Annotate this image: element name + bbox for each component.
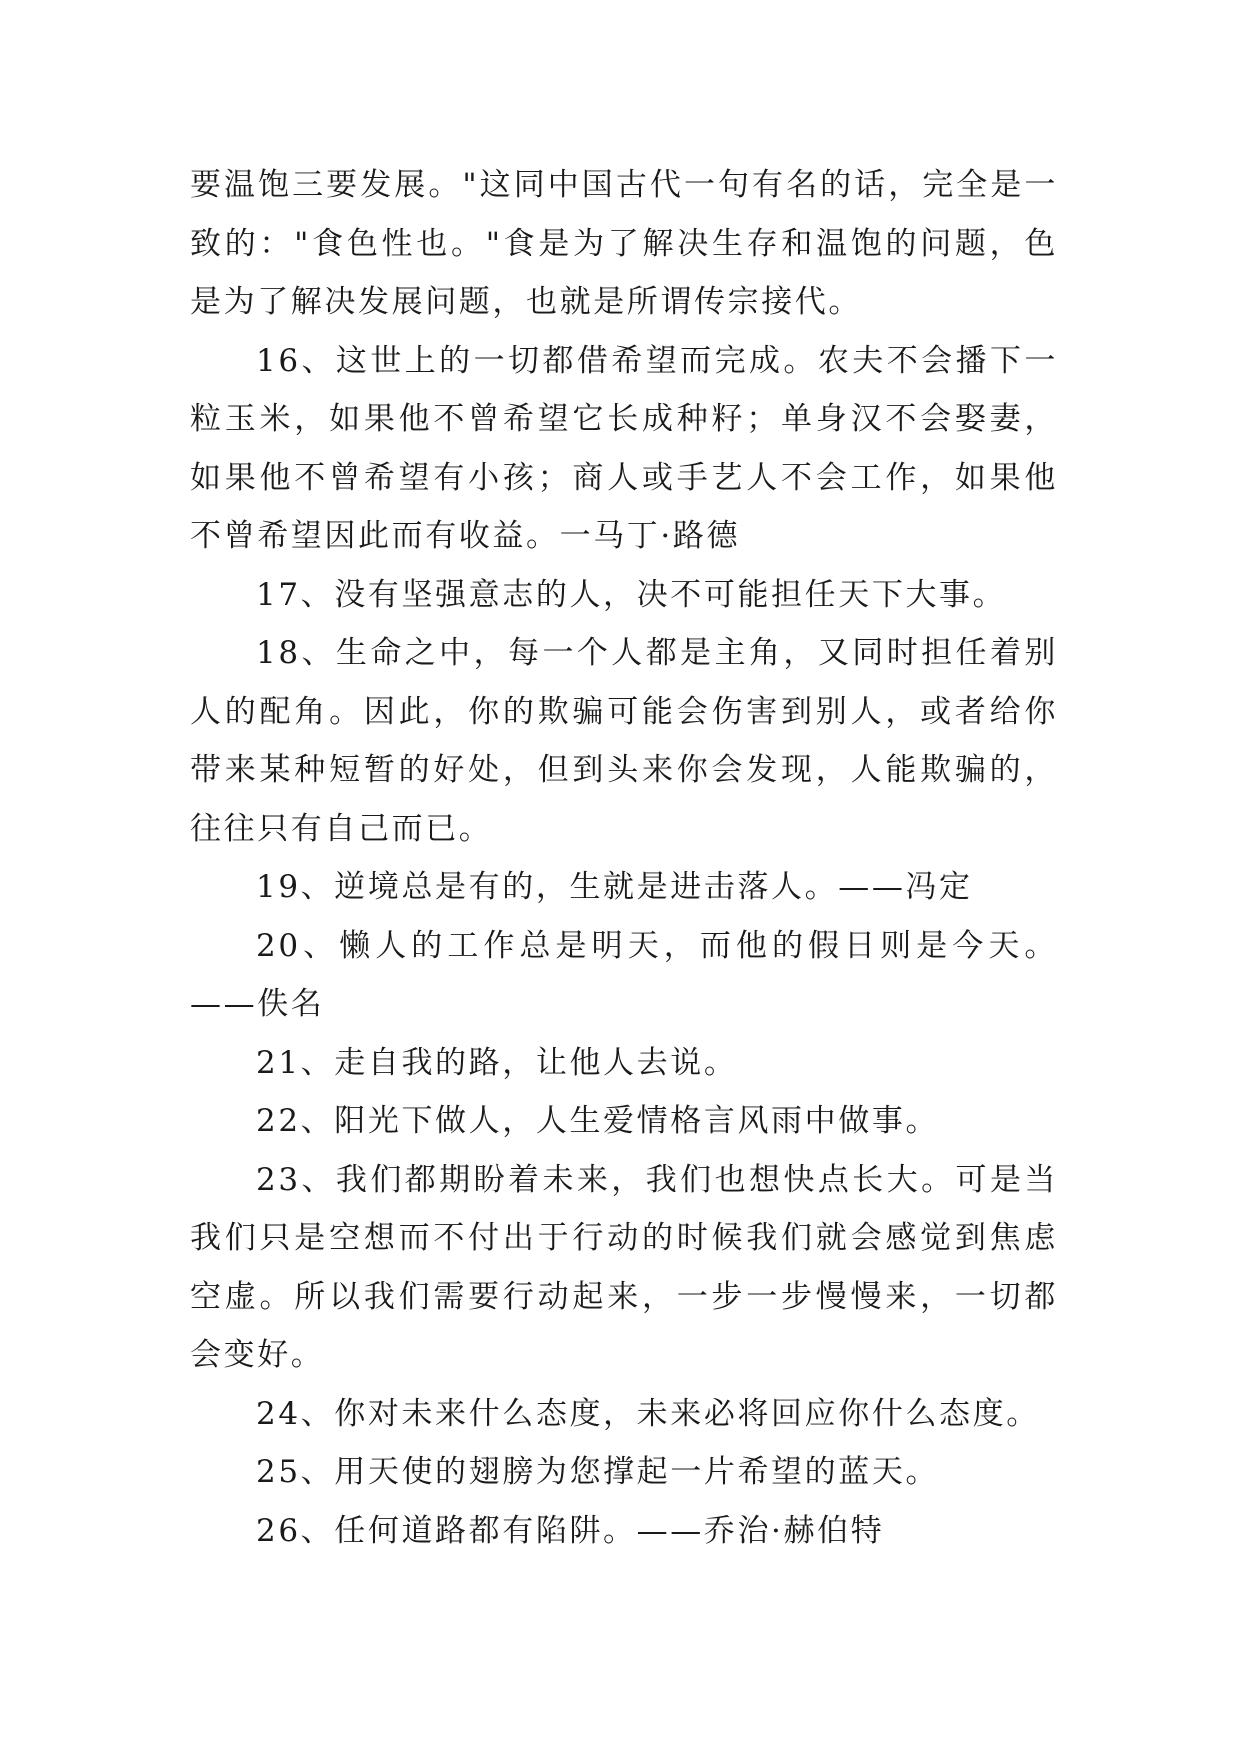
paragraph-quote-17: 17、没有坚强意志的人，决不可能担任天下大事。 xyxy=(256,576,1007,613)
paragraph-quote-26: 26、任何道路都有陷阱。——乔治·赫伯特 xyxy=(256,1512,885,1549)
paragraph-quote-23: 23、我们都期盼着未来，我们也想快点长大。可是当我们只是空想而不付出于行动的时候我们就会感觉到焦虑空虚。所以我们需要行动起来，一步一步慢慢来，一切都会变好。 xyxy=(190,1161,1058,1373)
paragraph-quote-21: 21、走自我的路，让他人去说。 xyxy=(256,1044,738,1081)
paragraph-quote-20: 20、懒人的工作总是明天，而他的假日则是今天。——佚名 xyxy=(190,927,1058,1022)
paragraph-continuation: 要温饱三要发展。"这同中国古代一句有名的话，完全是一致的："食色性也。"食是为了解决生存和温饱的问题，色是为了解决发展问题，也就是所谓传宗接代。 xyxy=(190,167,1058,320)
paragraph-quote-24: 24、你对未来什么态度，未来必将回应你什么态度。 xyxy=(256,1395,1040,1432)
document-body xyxy=(190,156,1058,1560)
paragraph-quote-19: 19、逆境总是有的，生就是进击落人。——冯定 xyxy=(256,869,973,905)
paragraph-quote-16: 16、这世上的一切都借希望而完成。农夫不会播下一粒玉米，如果他不曾希望它长成种籽；单身汉不会娶妻，如果他不曾希望有小孩；商人或手艺人不会工作，如果他不曾希望因此而有收益。一马丁·路德 xyxy=(190,342,1058,554)
paragraph-quote-18: 18、生命之中，每一个人都是主角，又同时担任着别人的配角。因此，你的欺骗可能会伤害到别人，或者给你带来某种短暂的好处，但到头来你会发现，人能欺骗的，往往只有自己而已。 xyxy=(190,635,1058,847)
paragraph-quote-25: 25、用天使的翅膀为您撑起一片希望的蓝天。 xyxy=(256,1454,940,1490)
paragraph-quote-22: 22、阳光下做人，人生爱情格言风雨中做事。 xyxy=(256,1103,940,1139)
